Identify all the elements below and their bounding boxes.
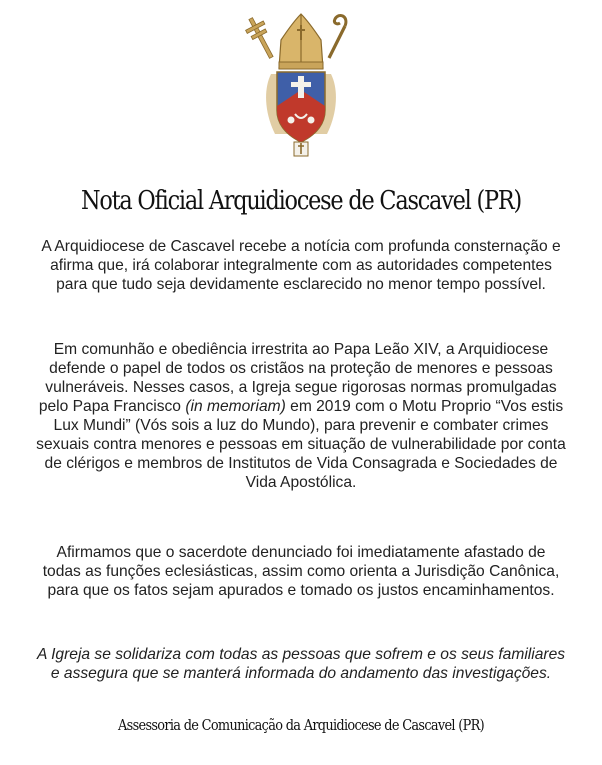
- paragraph-collaboration: A Arquidiocese de Cascavel recebe a notícia com profunda consternação e afirma que, irá colaborar integralmente com as autoridades competentes para que tudo seja devidamente esclarecido no menor tempo possível.: [41, 238, 561, 293]
- paragraph-priest-removed: Afirmamos que o sacerdote denunciado foi imediatamente afastado de todas as funções eclesiásticas, assim como orienta a Jurisdição Canônica, para que os fatos sejam apurados e tomado os justos encaminhamentos.: [42, 544, 560, 599]
- mitre-icon: [279, 14, 323, 69]
- paragraph-communion-text-after: em 2019 com o Motu Proprio “Vos estis Lux Mundi” (Vós sois a luz do Mundo), para prevenir e combater crimes sexuais contra menores e pessoas em situação de vulnerabilidade por conta de clérigos e membros de Institutos de Vida Consagrada e Sociedades de Vida Apostólica.: [36, 398, 566, 491]
- archiepiscopal-cross-icon: [246, 18, 273, 59]
- paragraph-communion-text-before: Em comunhão e obediência irrestrita ao Papa Leão XIV, a Arquidiocese defende o papel de todos os cristãos na proteção de menores e pessoas vulneráveis. Nesses casos, a Igreja segue rigorosas normas promulgadas pelo Papa Francisco: [38, 341, 557, 415]
- signature: Assessoria de Comunicação da Arquidiocese de Cascavel (PR): [118, 716, 484, 734]
- in-memoriam-text: (in memoriam): [185, 398, 286, 415]
- archdiocese-coat-of-arms-icon: [245, 10, 357, 162]
- paragraph-solidarity: A Igreja se solidariza com todas as pessoas que sofrem e os seus familiares e assegura que se manterá informada do andamento das investigações.: [36, 646, 566, 682]
- crosier-icon: [329, 15, 346, 58]
- paragraph-communion: [36, 340, 566, 492]
- page-title: Nota Oficial Arquidiocese de Cascavel (PR): [81, 186, 521, 216]
- pallium-ribbon-icon: [294, 142, 308, 156]
